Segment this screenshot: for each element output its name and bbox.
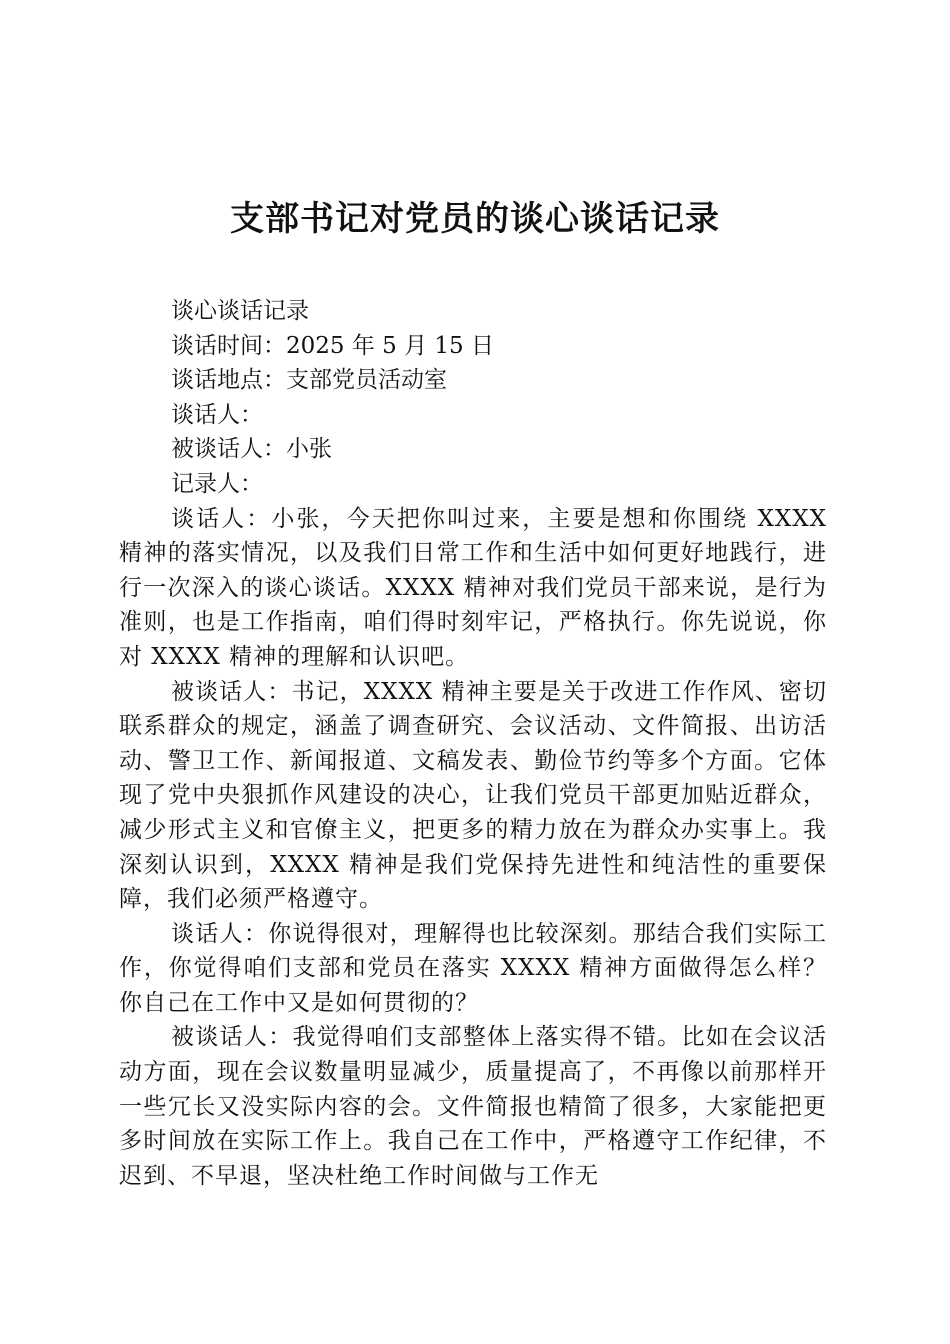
header-location: 谈话地点：支部党员活动室 — [171, 367, 447, 394]
header-recorder: 记录人： — [171, 470, 263, 497]
header-time: 谈话时间：2025 年 5 月 15 日 — [171, 332, 494, 359]
dialogue-paragraph: 谈话人：小张，今天把你叫过来，主要是想和你围绕 XXXX 精神的落实情况，以及我们日常工作和生活中如何更好地践行，进行一次深入的谈心谈话。XXXX 精神对我们党员干部来说，是行为准则，也是工作指南，咱们得时刻牢记，严格执行。你先说说，你对 XXXX 精神的理解和认识吧。 — [119, 505, 827, 670]
header-interviewer: 谈话人： — [171, 401, 263, 428]
dialogue-paragraph: 被谈话人：书记，XXXX 精神主要是关于改进工作作风、密切联系群众的规定，涵盖了调查研究、会议活动、文件简报、出访活动、警卫工作、新闻报道、文稿发表、勤俭节约等多个方面。它体现了党中央狠抓作风建设的决心，让我们党员干部更加贴近群众，减少形式主义和官僚主义，把更多的精力放在为群众办实事上。我深刻认识到，XXXX 精神是我们党保持先进性和纯洁性的重要保障，我们必须严格遵守。 — [119, 678, 827, 913]
document-body — [119, 294, 827, 1193]
document-title: 支部书记对党员的谈心谈话记录 — [230, 199, 720, 239]
header-interviewee: 被谈话人：小张 — [171, 436, 332, 463]
dialogue-paragraph: 谈话人：你说得很对，理解得也比较深刻。那结合我们实际工作，你觉得咱们支部和党员在落实 XXXX 精神方面做得怎么样？你自己在工作中又是如何贯彻的？ — [119, 920, 827, 1016]
header-record-label: 谈心谈话记录 — [171, 298, 309, 324]
dialogue-paragraph: 被谈话人：我觉得咱们支部整体上落实得不错。比如在会议活动方面，现在会议数量明显减少，质量提高了，不再像以前那样开一些冗长又没实际内容的会。文件简报也精简了很多，大家能把更多时间放在实际工作上。我自己在工作中，严格遵守工作纪律，不迟到、不早退，坚决杜绝工作时间做与工作无 — [119, 1024, 827, 1189]
